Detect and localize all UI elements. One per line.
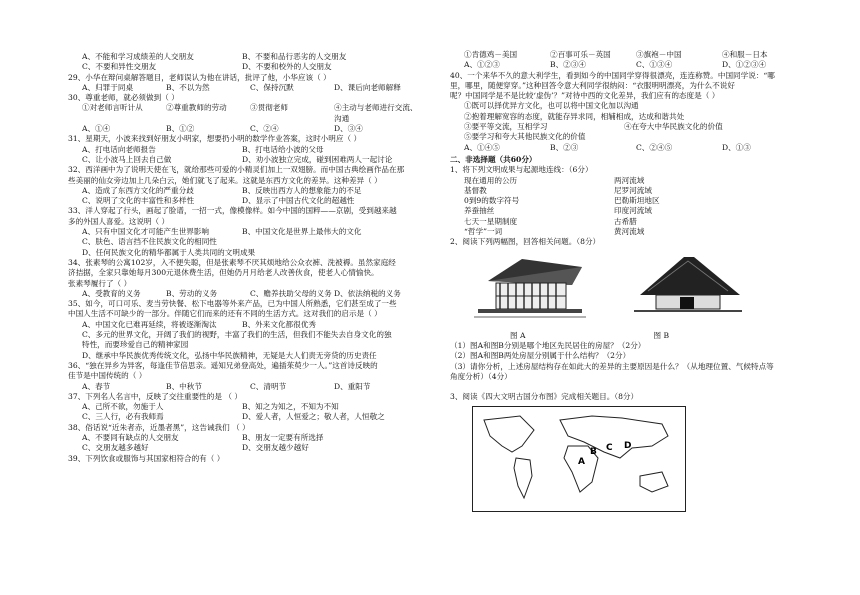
option-item: A、己所不欲，勿施于人 (82, 402, 164, 412)
question-line: 呢？中国同学是不是比较‘虚伪’？”对待中西的文化差异，我们应有的态度是（ ） (450, 91, 720, 101)
option-row (68, 412, 418, 422)
option-item: A、只有中国文化才可能产生世界影响 (82, 227, 209, 237)
option-item: ④在夸大中华民族文化的价值 (624, 122, 723, 132)
option-item: A、中国文化已难再延续，将被逐渐淘汰 (82, 319, 217, 329)
option-line: 特性，而要珍爱自己的精神家园 (82, 340, 189, 350)
question-line: （2）图A和图B两处房屋分别属于什么结构？（2分） (450, 351, 631, 361)
match-item: 0到9的数字符号 (464, 196, 520, 206)
match-item: 七天一星期制度 (464, 216, 518, 226)
option-item: C、清明节 (250, 381, 287, 391)
option-item: A、造成了东西方文化的严重分歧 (82, 185, 194, 195)
match-row (450, 206, 810, 216)
option-item: B、②③④ (550, 60, 586, 70)
question-line: 中国人生活不可缺少的一部分。伴随它们而来的还有不同的生活方式。这对我们的启示是（ ） (68, 309, 382, 319)
option-item: D、显示了中国古代文化的超越性 (242, 196, 355, 206)
question-line: （3）请你分析，上述房屋结构存在如此大的差异的主要原因是什么？（从地理位置、气候特点等 (450, 361, 774, 371)
option-item: A、①④⑤ (464, 142, 500, 152)
option-line: ⑤要学习和夸大其他民族文化的价值 (464, 132, 586, 142)
match-item: 现在通用的公历 (464, 175, 518, 185)
right-column (450, 50, 810, 516)
map-label-a: A (578, 457, 585, 468)
option-row (68, 443, 418, 453)
option-row (68, 186, 418, 196)
option-row (68, 289, 418, 299)
match-item: 养蚕抽丝 (464, 206, 495, 216)
option-item: B、外来文化都很优秀 (242, 319, 316, 329)
option-item: A、①④ (82, 124, 111, 134)
option-line: C、多元的世界文化，开阔了我们的视野，丰富了我们的生活，但我们不能失去自身文化的独 (82, 330, 392, 340)
option-row (68, 103, 418, 124)
option-item: B、不以为然 (166, 82, 210, 92)
section-title: 二、非选择题（共60分） (450, 154, 537, 164)
option-row (68, 155, 418, 165)
option-row (68, 52, 418, 62)
question-line: 34、张素琴的公寓102岁，入不便失聪，但是张素琴不厌其烦地给公众衣裤、洗被褥。虽然家庭经 (68, 257, 396, 267)
option-item: ③要平等交流，互相学习 (464, 122, 548, 132)
option-item: C、②④⑤ (636, 142, 673, 152)
option-item: B、打电话给小波的父母 (242, 144, 324, 154)
option-row (68, 145, 418, 155)
question-line: 31、星期天，小波来找到好朋友小明家，想要扔小明的数学作业答案，这时小明应（ ） (68, 134, 362, 144)
option-item: B、知之为知之，不知为不知 (242, 402, 339, 412)
question-line: 33、洋人穿起了行头，画起了脸谱，一招一式，像模像样。如今中国的国粹——京剧，受到越来越 (68, 206, 397, 216)
map-label-b: B (590, 447, 597, 458)
match-item: 古希腊 (614, 216, 637, 226)
option-item: ④主动与老师进行交流、沟通 (334, 103, 418, 123)
option-item: C、三人行，必有我师焉 (82, 412, 164, 422)
option-item: C、让小波马上回去自己做 (82, 154, 172, 164)
option-item: ①对老师言听计从 (82, 103, 143, 113)
map-label-c: C (606, 443, 613, 454)
option-item: B、②③ (550, 142, 579, 152)
option-row (68, 402, 418, 412)
option-item: C、不要和异性交朋友 (82, 62, 157, 72)
world-map (472, 406, 686, 512)
option-line: ②抱着理解宽容的态度，就能存异求同，相辅相成，达成和谐共处 (464, 111, 685, 121)
match-item: 两河流域 (614, 175, 645, 185)
house-a-figure (470, 251, 590, 323)
question-line: 40、一个来华不久的意大利学生，看到如今的中国同学穿得很漂亮，连连称赞。中国同学说：“哪 (450, 70, 775, 80)
question-line: 多的外国人喜爱。这说明（ ） (68, 216, 170, 226)
option-item: B、朋友一定要有所选择 (242, 432, 324, 442)
option-item: D、课后向老师解释 (334, 82, 401, 92)
option-row (68, 83, 418, 93)
option-item: C、交朋友越多越好 (82, 443, 149, 453)
house-b-figure (628, 251, 748, 323)
option-item: C、赡养扶助父母的义务 (250, 288, 332, 298)
option-item: B、①② (166, 124, 195, 134)
option-row (450, 60, 810, 70)
option-item: C、②④ (250, 124, 279, 134)
question-line: 济拮据，全家只靠她每月300元退休费生活，但她仍月月给老人改善伙食，使老人心情愉快。 (68, 268, 379, 278)
option-item: D、依法纳税的义务 (334, 288, 401, 298)
option-item: D、不要和校外的人交朋友 (242, 62, 332, 72)
question-line: 29、小华在辩问桌解答题目，老师误认为他在讲话，批评了他，小华应该（ ） (68, 72, 331, 82)
question-line: （1）图A和图B分别是哪个地区先民居住的房屋？（2分） (450, 340, 646, 350)
option-row (68, 382, 418, 392)
option-item: B、不要和品行恶劣的人交朋友 (242, 52, 347, 61)
map-label-d: D (624, 441, 632, 452)
question-line: 35、如今，可口可乐、麦当劳快餐、松下电器等外来产品，已为中国人所熟悉，它们甚至成了一些 (68, 299, 397, 309)
option-item: D、①③ (722, 142, 751, 152)
match-item: “哲学”一词 (464, 227, 503, 237)
option-row (68, 227, 418, 237)
option-item: ③贯彻老师 (250, 103, 288, 113)
option-row (68, 196, 418, 206)
option-row (450, 122, 810, 132)
option-item: D、③④ (334, 124, 363, 134)
option-line: D、任何民族文化的精华都属于人类共同的文明成果 (82, 247, 256, 257)
option-item: A、春节 (82, 381, 111, 391)
option-item: D、交朋友越少越好 (242, 443, 309, 453)
question-line: 里，哪里，随便穿穿。”这种回答令意大利同学很纳闷：“衣服明明漂亮，为什么不说好 (450, 80, 735, 90)
option-item: D、①②③④ (722, 60, 767, 70)
match-item: 巴勒斯坦地区 (614, 196, 660, 206)
option-item: C、说明了文化的丰富性和多样性 (82, 196, 195, 206)
option-item: A、不能和学习成绩差的人交朋友 (82, 52, 194, 61)
option-row (450, 143, 810, 153)
option-line: C、肤色、语言挡不住民族文化的相同性 (82, 237, 217, 247)
option-item: ②尊重教师的劳动 (166, 103, 227, 113)
option-item: A、归罪于同桌 (82, 82, 134, 92)
match-item: 基督教 (464, 185, 487, 195)
match-row (450, 186, 810, 196)
option-item: D、爱人者，人恒爱之；敬人者，人恒敬之 (242, 412, 385, 422)
question-line: 38、俗话说“近朱者赤，近墨者黑”，这告诫我们 （ ） (68, 422, 250, 432)
option-item: ②百事可乐－英国 (550, 50, 611, 59)
question-line: 张素琴履行了（ ） (68, 278, 132, 288)
option-item: D、重阳节 (334, 381, 371, 391)
option-item: A、不要同有缺点的人交朋友 (82, 432, 179, 442)
question-line: 些美丽的仙女旁边加上几朵白云，她们就飞了起来。这就是东西方文化的差异。这种差异（ ） (68, 175, 382, 185)
map-block (450, 402, 810, 515)
match-row (450, 196, 810, 206)
question-line: 32、西洋画中为了说明天使在飞，就给那些可爱的小精灵们加上一双翅膀。而中国古典绘画作品在那 (68, 165, 405, 175)
option-line: ①既可以择优异方文化，也可以将中国文化加以沟通 (464, 101, 639, 111)
question-line: 36、“独在异乡为异客，每逢佳节倍思亲。遥知兄弟登高处，遍插茱萸少一人。”这首诗反映的 (68, 360, 378, 370)
figure-captions (450, 331, 810, 341)
question-line: 37、下列名人名言中，反映了交往重要性的是 （ ） (68, 391, 242, 401)
option-item: D、劝小波独立完成，碰到困难两人一起讨论 (242, 154, 393, 164)
figure-caption: 图 B (653, 330, 670, 340)
option-line: D、继承中华民族优秀传统文化，弘扬中华民族精神，无疑是大人们责无旁贷的历史责任 (82, 350, 377, 360)
option-item: C、保持沉默 (250, 82, 294, 92)
option-item: C、①③④ (636, 60, 673, 70)
option-item: A、①②③ (464, 60, 500, 70)
spacer (450, 382, 810, 392)
match-row (450, 217, 810, 227)
option-row (68, 62, 418, 72)
match-row (450, 176, 810, 186)
option-item: A、受教育的义务 (82, 288, 141, 298)
option-item: ④和服－日本 (722, 50, 768, 59)
figure-caption: 图 A (510, 330, 526, 340)
match-item: 黄河流域 (614, 227, 645, 237)
question-line: 1、将下列文明成果与起源地连线：（6分） (450, 165, 593, 175)
option-item: A、打电话向老师报告 (82, 144, 156, 154)
left-column (68, 52, 418, 464)
figure-row (450, 251, 810, 325)
option-item: ③旗袍－中国 (636, 50, 682, 59)
figures-block (450, 251, 810, 341)
question-line: 30、尊重老师，就必须做到（ ） (68, 93, 179, 103)
question-line: 39、下列饮食或服饰与其国家相符合的有（ ） (68, 453, 225, 463)
option-item: B、中国文化是世界上最伟大的文化 (242, 227, 362, 237)
option-item: ①肯德鸡－美国 (464, 50, 518, 59)
option-row (450, 50, 810, 60)
question-line: 佳节是中国传统的（ ） (68, 371, 147, 381)
match-row (450, 227, 810, 237)
option-row (68, 433, 418, 443)
option-item: B、中秋节 (166, 381, 202, 391)
match-item: 尼罗河流域 (614, 185, 652, 195)
option-row (68, 320, 418, 330)
question-line: 3、阅读《四大文明古国分布图》完成相关题目。（8分） (450, 392, 639, 402)
question-line: 角度分析）（4分） (450, 371, 512, 381)
option-item: B、反映出西方人的想象能力的不足 (242, 185, 362, 195)
question-line: 2、阅读下列两幅图，回答相关问题。（8分） (450, 237, 601, 247)
match-item: 印度河流域 (614, 206, 652, 216)
option-item: B、劳动的义务 (166, 288, 218, 298)
option-row (68, 124, 418, 134)
